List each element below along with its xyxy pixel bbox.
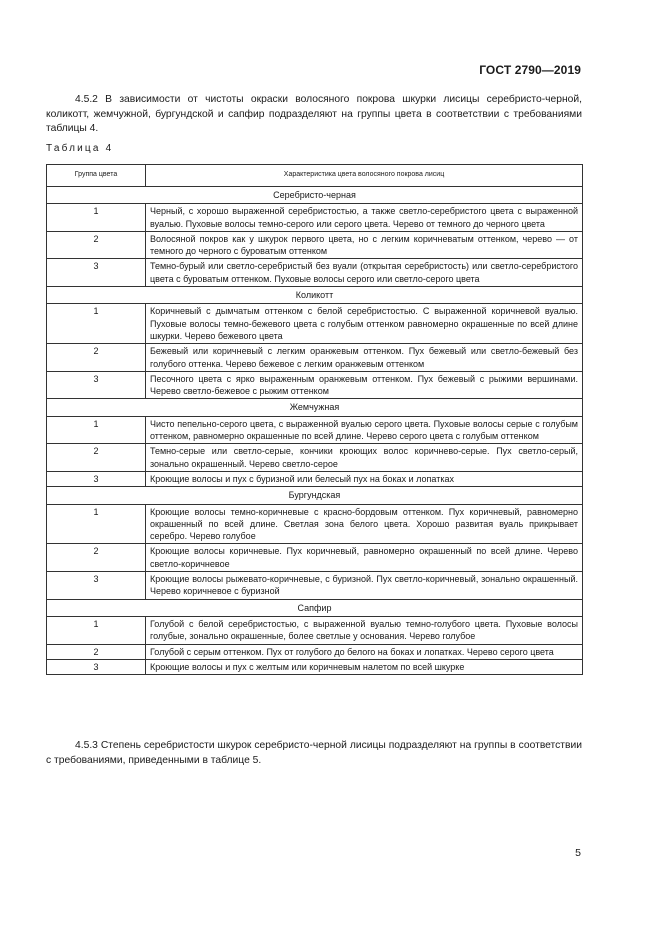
color-group-number: 3 [47,259,146,287]
table-body [47,187,583,675]
group-header-row [47,287,583,304]
table-row [47,659,583,674]
color-description: Бежевый или коричневый с легким оранжевым оттенком. Пух бежевый или светло-бежевый без голубого оттенка. Черево бежевое с легким оранжевым оттенком [146,344,583,372]
table-row [47,644,583,659]
color-description: Темно-бурый или светло-серебристый без вуали (открытая серебристость) или светло-серебристого цвета с буроватым оттенком. Пуховые волосы серого или светло-серого цвета [146,259,583,287]
group-name: Бургундская [47,487,583,504]
table-row [47,616,583,644]
color-group-number: 2 [47,444,146,472]
table-caption: Таблица 4 [46,143,114,154]
color-group-number: 3 [47,371,146,399]
color-description: Кроющие волосы коричневые. Пух коричневый, равномерно окрашенный по всей длине. Черево светло-коричневое [146,544,583,572]
color-description: Кроющие волосы рыжевато-коричневые, с буризной. Пух светло-коричневый, зонально окрашенный. Черево коричневое с буризной [146,572,583,600]
paragraph-4-5-3: 4.5.3 Степень серебристости шкурок серебристо-черной лисицы подразделяют на группы в соответствии с требованиями, приведенными в таблице 5. [46,740,582,766]
table-row [47,371,583,399]
color-description: Темно-серые или светло-серые, кончики кроющих волос коричнево-серые. Пух светло-серый, зонально окрашенный. Черево светло-серое [146,444,583,472]
table-row [47,416,583,444]
table-row [47,259,583,287]
color-group-number: 3 [47,659,146,674]
color-description: Голубой с белой серебристостью, с выраженной вуалью темно-голубого цвета. Пуховые волосы голубые, зонально окрашенные, более светлые у основания. Черево голубое [146,616,583,644]
table-row [47,204,583,232]
color-group-number: 1 [47,616,146,644]
color-group-number: 2 [47,544,146,572]
group-header-row [47,187,583,204]
color-group-number: 1 [47,304,146,344]
table-row [47,544,583,572]
group-name: Серебристо-черная [47,187,583,204]
paragraph-4-5-2: 4.5.2 В зависимости от чистоты окраски волосяного покрова шкурки лисицы серебристо-черной, коликотт, жемчужной, бургундской и сапфир подразделяют на группы цвета в соответствии с требованиями таблицы 4. [46,94,582,134]
table-row [47,304,583,344]
color-description: Песочного цвета с ярко выраженным оранжевым оттенком. Пух бежевый с рыжими вершинами. Черево светло-бежевое с рыжим оттенком [146,371,583,399]
color-group-number: 3 [47,471,146,486]
color-group-number: 1 [47,416,146,444]
group-name: Коликотт [47,287,583,304]
group-header-row [47,599,583,616]
group-header-row [47,399,583,416]
group-name: Сапфир [47,599,583,616]
table-row [47,504,583,544]
table-header-row [47,165,583,187]
table-row [47,231,583,259]
color-description: Чисто пепельно-серого цвета, с выраженной вуалью серого цвета. Пуховые волосы серые с голубым оттенком, равномерно окрашенные по всей длине. Черево серого цвета с голубым оттенком [146,416,583,444]
page-number: 5 [575,847,581,859]
group-header-row [47,487,583,504]
column-header-group: Группа цвета [47,165,146,187]
group-name: Жемчужная [47,399,583,416]
document-code-header: ГОСТ 2790—2019 [479,63,581,77]
color-description: Коричневый с дымчатым оттенком с белой серебристостью. С выраженной коричневой вуалью. Пуховые волосы темно-бежевого цвета с голубым оттенком равномерно окрашенные по всей длине шкурки. Черево бежевого цвета [146,304,583,344]
color-group-number: 1 [47,504,146,544]
table-row [47,471,583,486]
color-group-number: 3 [47,572,146,600]
color-group-number: 1 [47,204,146,232]
color-group-number: 2 [47,231,146,259]
color-group-table [46,164,583,675]
color-description: Кроющие волосы и пух с желтым или коричневым налетом по всей шкурке [146,659,583,674]
column-header-characteristic: Характеристика цвета волосяного покрова лисиц [146,165,583,187]
table-row [47,572,583,600]
table-row [47,444,583,472]
color-description: Волосяной покров как у шкурок первого цвета, но с легким коричневатым оттенком, черево — от темного до черного с буроватым оттенком [146,231,583,259]
color-description: Кроющие волосы и пух с буризной или белесый пух на боках и лопатках [146,471,583,486]
table-row [47,344,583,372]
color-description: Черный, с хорошо выраженной серебристостью, а также светло-серебристого цвета с выраженной вуалью. Пуховые волосы темно-серого или серого цвета. Черево от темного до черного цвета [146,204,583,232]
color-description: Голубой с серым оттенком. Пух от голубого до белого на боках и лопатках. Черево серого цвета [146,644,583,659]
color-description: Кроющие волосы темно-коричневые с красно-бордовым оттенком. Пух коричневый, равномерно окрашенный по всей длине. Светлая зона белого цвета. Хорошо развитая вуаль прикрывает серебро. Черево голубое [146,504,583,544]
color-group-number: 2 [47,344,146,372]
color-group-number: 2 [47,644,146,659]
